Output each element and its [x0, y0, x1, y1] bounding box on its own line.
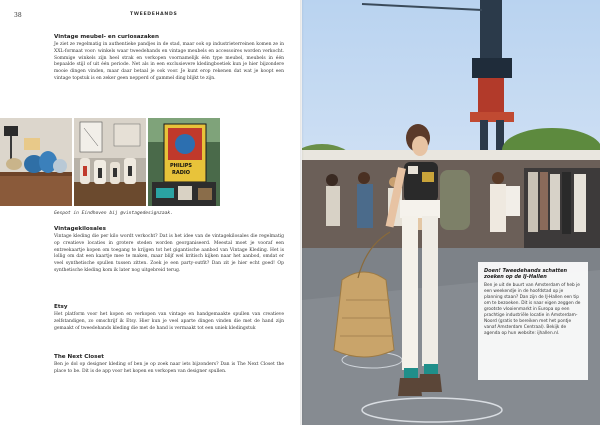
section-body: Je ziet ze regelmatig in authentieke pandjes in de stad, maar ook op industrieterreinen komen ze in XXL-formaat voor: winkels waar tweedehands en vintage meubels en accessoires worden verkocht. Sommige winkels zijn heel strak en verkopen voornamelijk één type meubel, meubels in één bepaalde stijl of uit één periode. Net als in een exclusievere kledingboetiek kun je hier bijzondere mooie dingen vinden, maar daar betaal je ook voor. Je kunt erop rekenen dat wat je koopt een vintage topstuk is en zeker geen nepperd of gammel ding blijkt te zijn.	[54, 42, 284, 81]
section-body: Vintage kleding die per kilo wordt verkocht? Dat is het idee van de vintagekilosales die regelmatig op creatieve locaties in grotere steden worden georganiseerd. Meestal moet je vooraf een entreekaartje kopen om toegang te krijgen tot het gigantische aanbod van Vintage Kleding. Het is lollig om dat een kaartje mee te maken, maar blijf wel kritisch kijken naar het aanbod, omdat er veel synthetische spullen tussen zitten. Zoek je een party-outfit? Dan zit je hier echt goed! Op synthetische kleding kom ik later nog uitgebreid terug.	[54, 234, 284, 273]
running-head: TWEEDEHANDS	[130, 12, 178, 17]
section-heading: Vintage meubel- en curiosazaken	[54, 34, 159, 40]
page-number: 38	[14, 12, 22, 19]
poster-text-line1: PHILIPS	[170, 163, 193, 169]
section-vintage-meubel	[54, 34, 284, 83]
photo-ceramic-bottles	[74, 118, 146, 206]
book-gutter	[300, 0, 304, 425]
photo-collage	[0, 118, 220, 206]
photo-shelf-vases	[0, 118, 72, 206]
section-etsy	[54, 304, 284, 332]
photo-caption: Gespot in Eindhoven bij @vintagedesignzaak.	[54, 211, 173, 216]
photo-philips-poster-image	[148, 118, 220, 206]
right-page-photo	[302, 0, 600, 425]
section-heading: Etsy	[54, 304, 68, 310]
photo-ceramic-bottles-image	[74, 118, 146, 206]
section-heading: Vintagekilosales	[54, 226, 106, 232]
info-box-body: Ben je uit de buurt van Amsterdam of heb je een weekendje in de hoofdstad op je planning staan? Dan zijn de IJ-Hallen een tip om te bezoeken. Dit is naar eigen zeggen de grootste vlooienmarkt in Europa op een prachtige industriële locatie in Amsterdam-Noord (gratis te bereiken met het pontje vanaf Amsterdam Centraal). Bekijk de agenda op hun website: ijhallen.nl.	[484, 282, 581, 336]
photo-philips-poster	[148, 118, 220, 206]
section-vintagekilosales	[54, 226, 284, 275]
section-body: Het platform voor het kopen en verkopen van vintage en handgemaakte spullen van creatieve zelfstandigen, zo omschrijf ik Etsy. Hier kun je veel aparte dingen vinden die met de hand zijn gemaakt of tweedehands kleding die met de hand is vermaakt tot een uniek kledingstuk	[54, 312, 284, 331]
section-heading: The Next Closet	[54, 354, 104, 360]
info-box-title: Doen! Tweedehands schatten zoeken op de IJ-Hallen	[484, 268, 568, 281]
section-body: Ben je dol op designer kleding of ben je op zoek naar iets bijzonders? Dan is The Next Closet the place to be. Dit is de app voor het kopen en verkopen van designer spullen.	[54, 362, 284, 374]
section-the-next-closet	[54, 354, 284, 376]
photo-shelf-vases-image	[0, 118, 72, 206]
info-box	[478, 262, 588, 380]
poster-text-line2: RADIO	[172, 170, 190, 176]
